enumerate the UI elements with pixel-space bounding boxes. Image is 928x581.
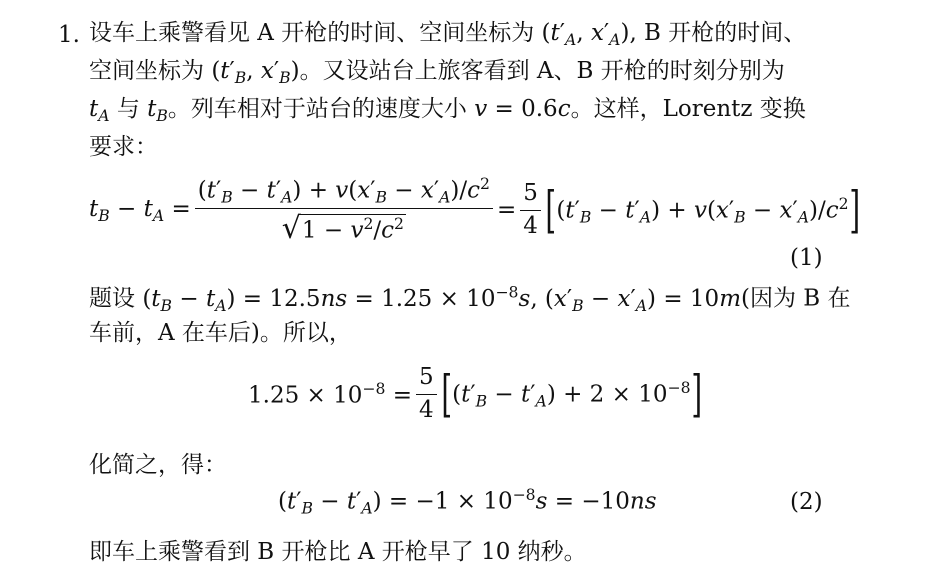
para1-line4: 要求： bbox=[89, 134, 158, 160]
math-ta: $t_A$ bbox=[89, 96, 110, 125]
item-number: 1. bbox=[58, 22, 80, 48]
math-tb: $t_B$ bbox=[147, 96, 168, 125]
equation-1-number: (1) bbox=[790, 245, 823, 271]
para1-line3 bbox=[89, 98, 806, 124]
math-velocity: v = 0.6c bbox=[474, 96, 571, 122]
para3: 化简之，得： bbox=[89, 452, 227, 478]
equation-numeric: $1.25 \times 10^{-8}$ = $\frac{5}{4}$ [ $(t'_B - t'_A) + 2 \times 10^{-8}$ ] bbox=[248, 364, 702, 423]
text-span: 。列车相对于站台的速度大小 bbox=[167, 96, 475, 122]
text-span: 。又设站台上旅客看到 A、B 开枪的时刻分别为 bbox=[299, 58, 785, 84]
fraction-lorentz: $(t'_B - t'_A) + v(x'_B - x'_A)/c^2$ √ $1 - v^2/c^2$ bbox=[195, 175, 493, 246]
equation-2: $(t'_B - t'_A) = -1 \times 10^{-8}s = -10ns$ bbox=[278, 484, 657, 518]
math-coords-a: ($t'_A$, $x'_A$) bbox=[541, 20, 630, 49]
para2-line2: 车前，A 在车后)。所以， bbox=[89, 320, 352, 346]
math-coords-b: ($t'_B$, $x'_B$) bbox=[211, 58, 300, 87]
para2-line1 bbox=[89, 284, 851, 313]
text-span: 设车上乘警看见 A 开枪的时间、空间坐标为 bbox=[89, 20, 542, 46]
text-span: 题设 bbox=[89, 285, 143, 312]
text-span: 与 bbox=[109, 96, 148, 122]
para1-line1 bbox=[89, 22, 806, 48]
fraction-five-fourths: $\frac{5}{4}$ bbox=[520, 181, 541, 239]
text-span: 空间坐标为 bbox=[89, 58, 212, 84]
equation-2-number: (2) bbox=[790, 489, 823, 515]
text-span: (因为 B 在 bbox=[741, 285, 851, 312]
para1-line2 bbox=[89, 60, 785, 86]
fraction-five-fourths-2: $\frac{5}{4}$ bbox=[416, 365, 437, 423]
math-given: $(t_B - t_A) = 12.5ns = 1.25 \times 10^{-8}s$, $(x'_B - x'_A) = 10m$ bbox=[142, 282, 741, 315]
equation-1: $t_B - t_A$ = $(t'_B - t'_A) + v(x'_B - x'_A)/c^2$ √ $1 - v^2/c^2$ = $\frac{5}{4}$ [ $(t'_B - t'_A) + v(x'_B - x'_A)/c^2$ ] bbox=[89, 173, 860, 247]
text-span: 。这样，Lorentz 变换 bbox=[570, 96, 806, 122]
text-span: , B 开枪的时间、 bbox=[629, 20, 807, 46]
conclusion: 即车上乘警看到 B 开枪比 A 开枪早了 10 纳秒。 bbox=[89, 539, 587, 565]
